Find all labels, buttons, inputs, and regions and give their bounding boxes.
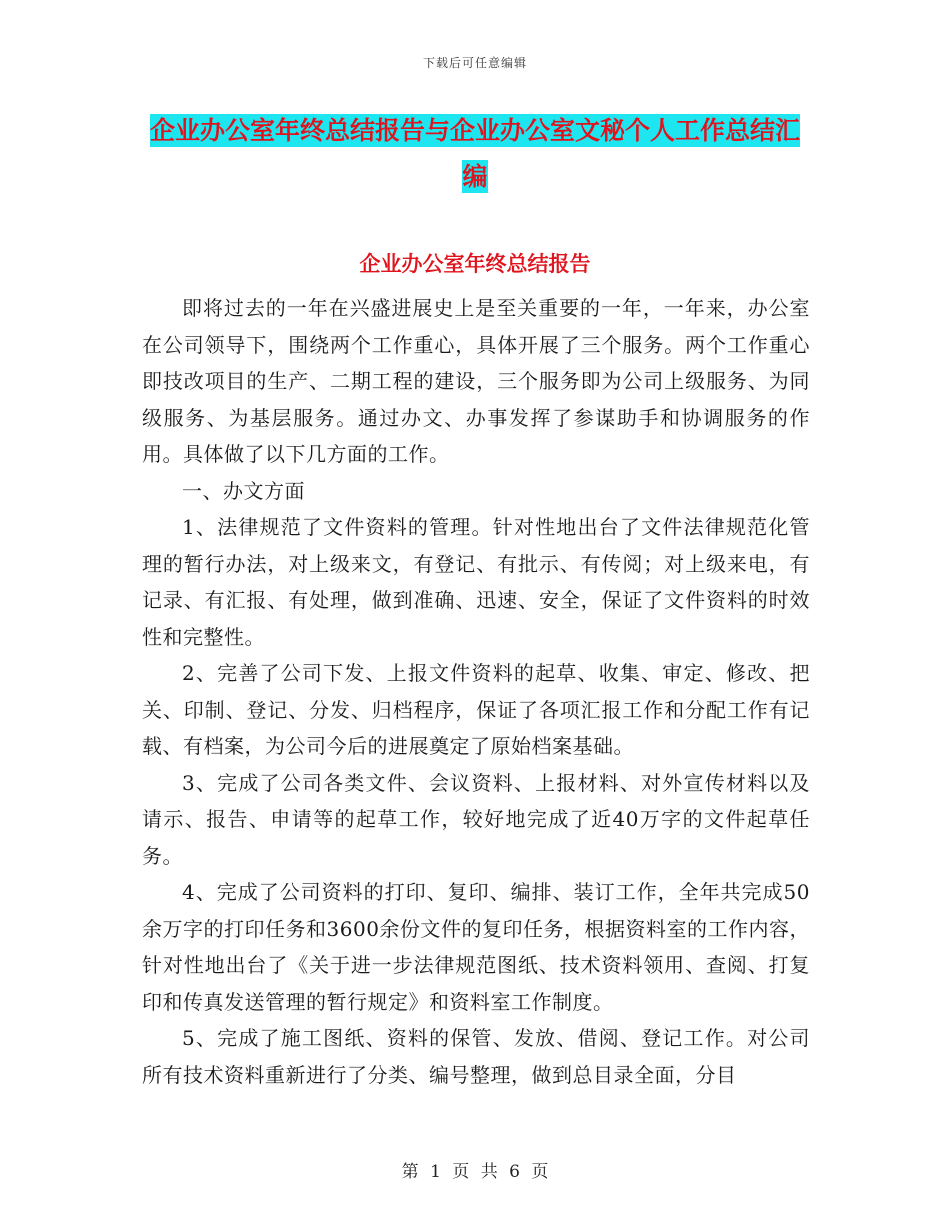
paragraph: 5、完成了施工图纸、资料的保管、发放、借阅、登记工作。对公司所有技术资料重新进行了分类、编号整理，做到总目录全面，分目 — [142, 1026, 810, 1087]
document-body — [142, 290, 810, 1093]
paragraph: 即将过去的一年在兴盛进展史上是至关重要的一年，一年来，办公室在公司领导下，围绕两个工作重心，具体开展了三个服务。两个工作重心即技改项目的生产、二期工程的建设，三个服务即为公司上级服务、为同级服务、为基层服务。通过办文、办事发挥了参谋助手和协调服务的作用。具体做了以下几方面的工作。 — [142, 296, 810, 466]
paragraph: 一、办文方面 — [182, 478, 305, 503]
paragraph: 4、完成了公司资料的打印、复印、编排、装订工作，全年共完成50余万字的打印任务和3600余份文件的复印任务，根据资料室的工作内容，针对性地出台了《关于进一步法律规范图纸、技术资料领用、查阅、打复印和传真发送管理的暂行规定》和资料室工作制度。 — [142, 880, 810, 1014]
section-title: 企业办公室年终总结报告 — [359, 252, 591, 276]
header-note: 下载后可任意编辑 — [422, 56, 527, 70]
paragraph: 3、完成了公司各类文件、会议资料、上报材料、对外宣传材料以及请示、报告、申请等的起草工作，较好地完成了近40万字的文件起草任务。 — [142, 770, 810, 868]
document-title — [140, 108, 810, 200]
document-title-text: 企业办公室年终总结报告与企业办公室文秘个人工作总结汇编 — [149, 116, 800, 191]
page-number-footer: 第 1 页 共 6 页 — [401, 1162, 549, 1182]
paragraph: 1、法律规范了文件资料的管理。针对性地出台了文件法律规范化管理的暂行办法，对上级来文，有登记、有批示、有传阅；对上级来电，有记录、有汇报、有处理，做到准确、迅速、安全，保证了文件资料的时效性和完整性。 — [142, 515, 810, 649]
paragraph: 2、完善了公司下发、上报文件资料的起草、收集、审定、修改、把关、印制、登记、分发、归档程序，保证了各项汇报工作和分配工作有记载、有档案，为公司今后的进展奠定了原始档案基础。 — [142, 661, 810, 758]
